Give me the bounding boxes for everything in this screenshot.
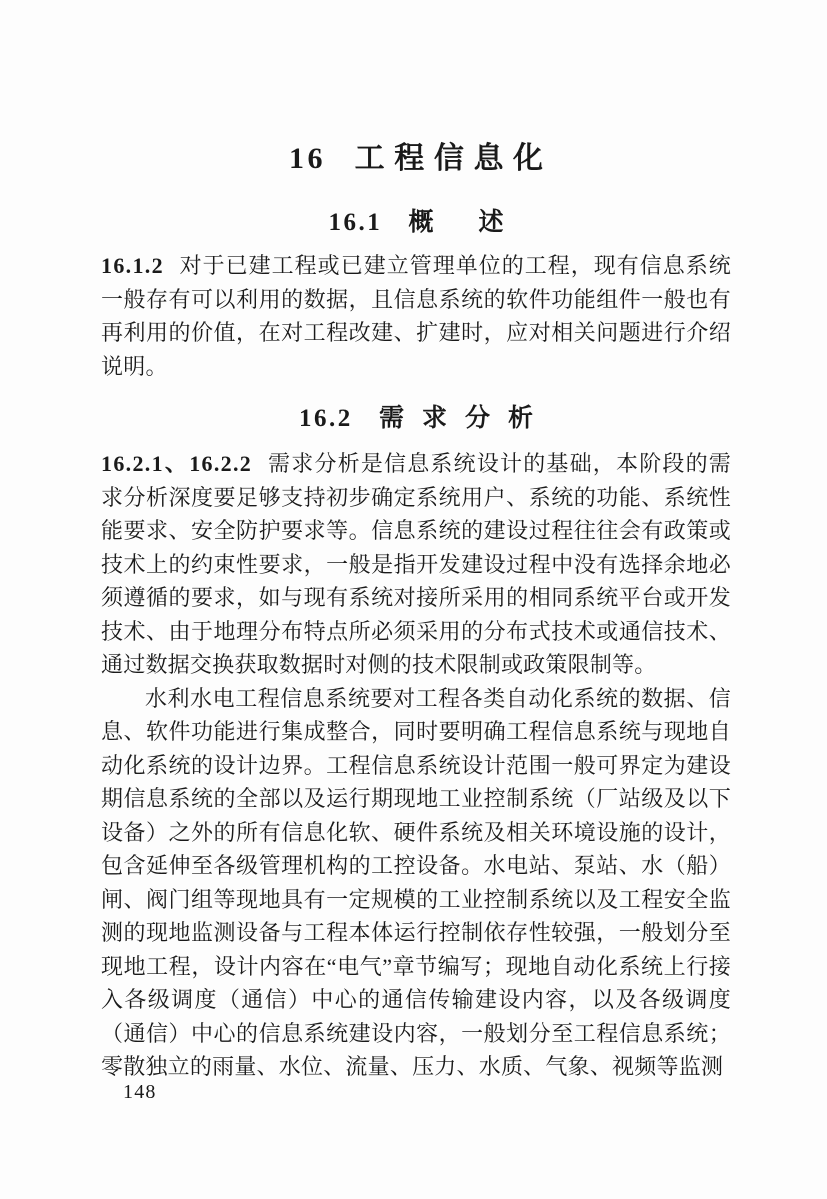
section-16-2-number: 16.2 <box>298 405 353 432</box>
paragraph-continuation-text: 水利水电工程信息系统要对工程各类自动化系统的数据、信息、软件功能进行集成整合，同时要明确工程信息系统与现地自动化系统的设计边界。工程信息系统设计范围一般可界定为建设期信息系统的全部以及运行期现地工业控制系统（厂站级及以下设备）之外的所有信息化软、硬件系统及相关环境设施的设计，包含延伸至各级管理机构的工控设备。水电站、泵站、水（船）闸、阀门组等现地具有一定规模的工业控制系统以及工程安全监测的现地监测设备与工程本体运行控制依存性较强，一般划分至现地工程，设计内容在“电气”章节编写；现地自动化系统上行接入各级调度（通信）中心的通信传输建设内容，以及各级调度（通信）中心的信息系统建设内容，一般划分至工程信息系统；零散独立的雨量、水位、流量、压力、水质、气象、视频等监测 <box>101 685 731 1079</box>
paragraph-16-1-2 <box>101 249 731 383</box>
paragraph-16-2-1-label: 16.2.1、16.2.2 <box>101 451 253 476</box>
paragraph-16-1-2-text: 对于已建工程或已建立管理单位的工程，现有信息系统一般存有可以利用的数据，且信息系统的软件功能组件一般也有再利用的价值，在对工程改建、扩建时，应对相关问题进行介绍说明。 <box>101 253 731 379</box>
text-column <box>101 0 731 1084</box>
chapter-heading <box>101 141 731 177</box>
paragraph-16-2-1 <box>101 447 731 682</box>
section-16-1-number: 16.1 <box>328 209 383 236</box>
chapter-title-text: 工程信息化 <box>354 142 553 175</box>
section-16-2-title-text: 需求分析 <box>378 405 551 432</box>
section-heading-16-1 <box>101 207 731 238</box>
page-number: 148 <box>123 1081 157 1103</box>
section-16-1-title-text: 概述 <box>408 209 549 236</box>
section-heading-16-2 <box>101 403 731 434</box>
paragraph-16-2-1-text: 需求分析是信息系统设计的基础，本阶段的需求分析深度要足够支持初步确定系统用户、系统的功能、系统性能要求、安全防护要求等。信息系统的建设过程往往会有政策或技术上的约束性要求，一般是指开发建设过程中没有选择余地必须遵循的要求，如与现有系统对接所采用的相同系统平台或开发技术、由于地理分布特点所必须采用的分布式技术或通信技术、通过数据交换获取数据时对侧的技术限制或政策限制等。 <box>101 451 731 677</box>
chapter-number: 16 <box>288 142 327 175</box>
paragraph-continuation <box>101 682 731 1084</box>
paragraph-16-1-2-label: 16.1.2 <box>101 253 164 278</box>
